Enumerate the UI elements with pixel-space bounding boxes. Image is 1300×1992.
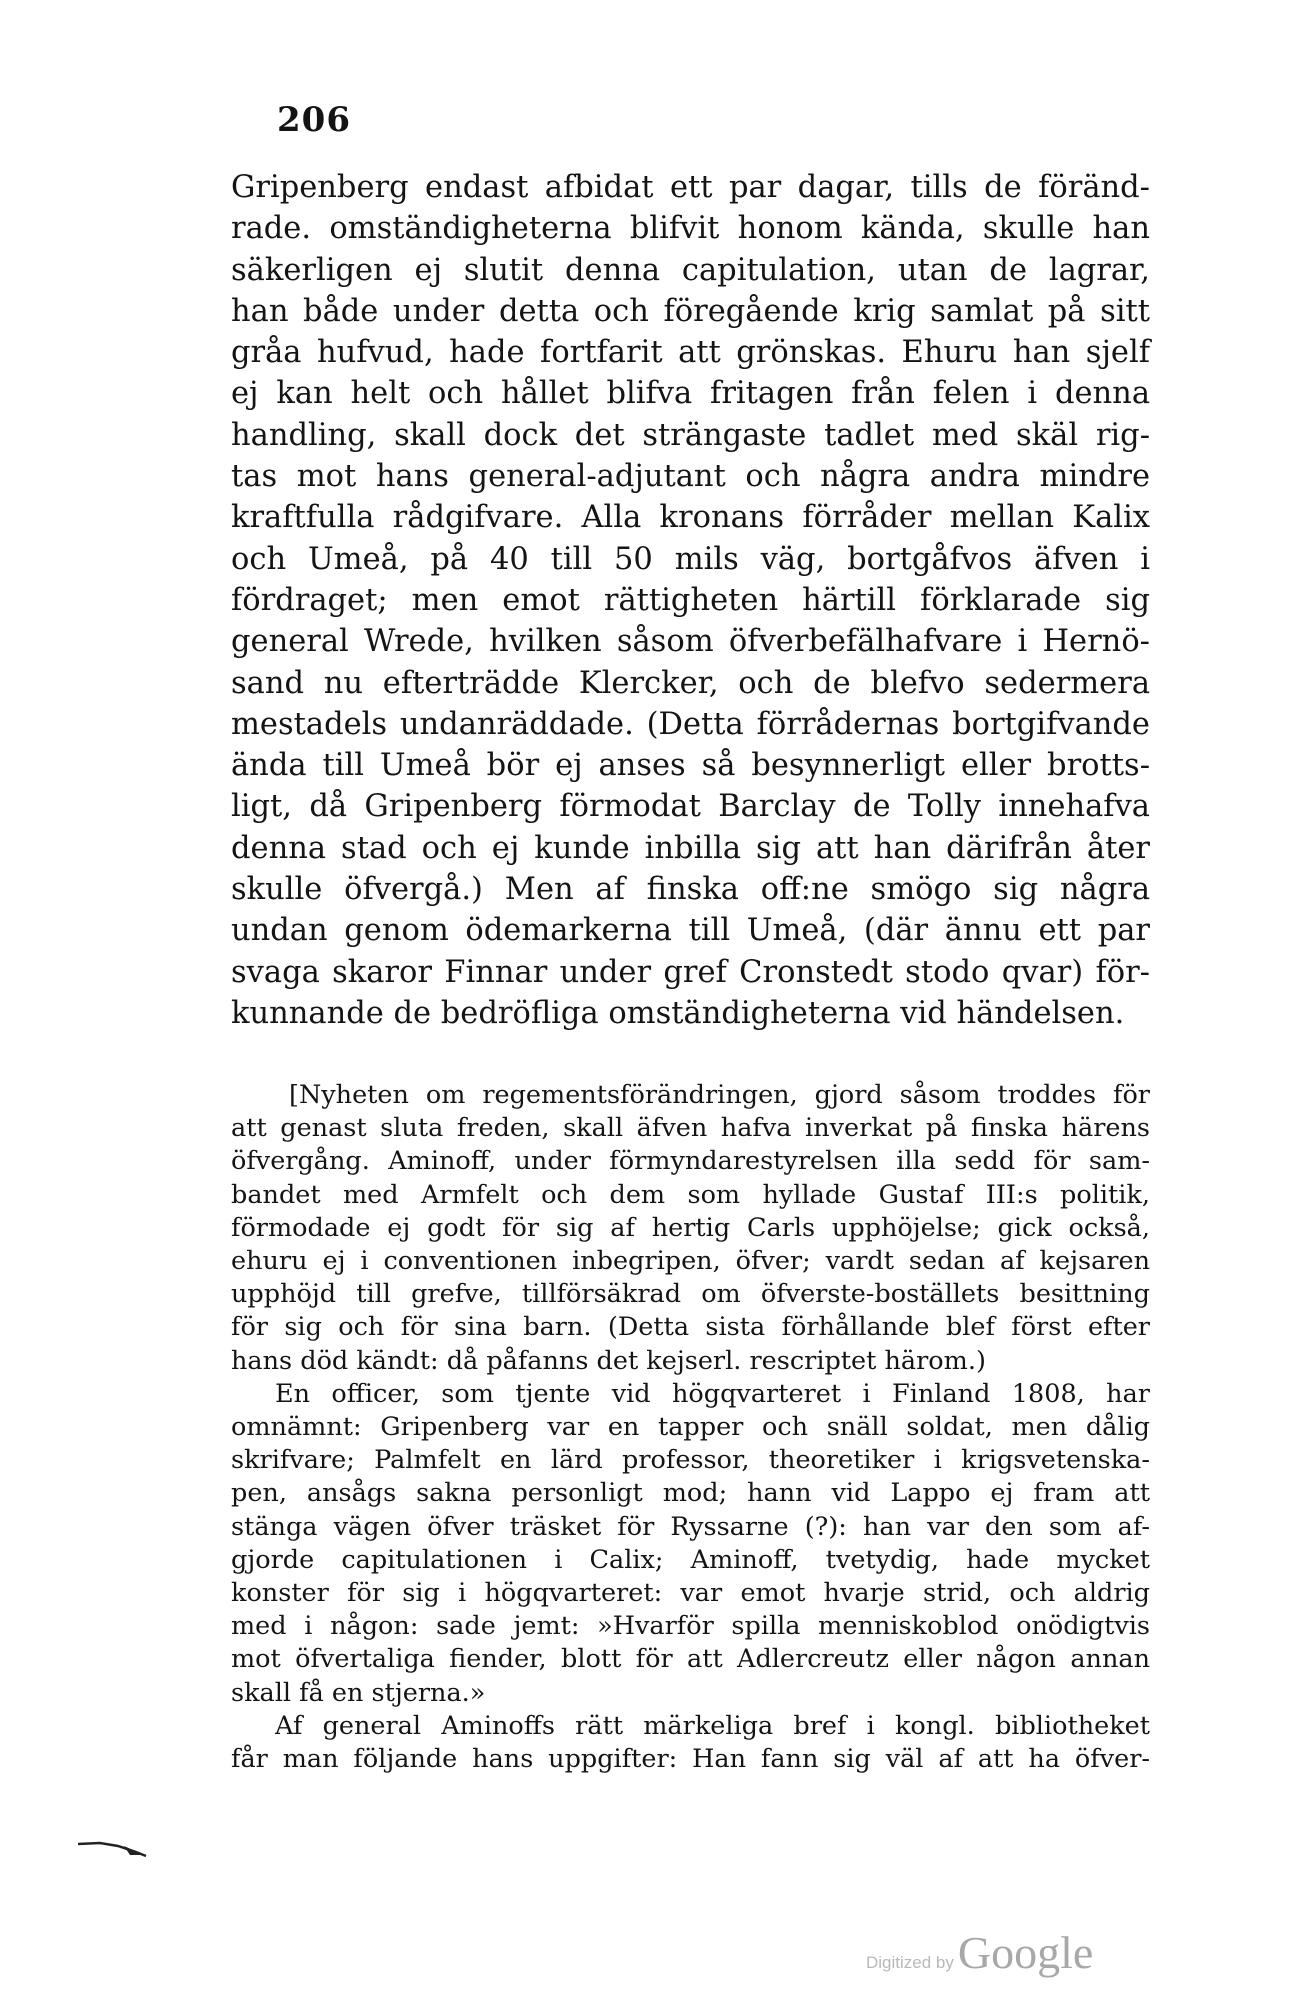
note-line: upphöjd till grefve, tillförsäkrad om öfverste-boställets besittning — [231, 1279, 1150, 1310]
body-line: undan genom ödemarkerna till Umeå, (där ännu ett par — [231, 913, 1150, 949]
note-line: omnämnt: Gripenberg var en tapper och snäll soldat, men dålig — [231, 1412, 1150, 1443]
body-line: säkerligen ej slutit denna capitulation, utan de lagrar, — [231, 252, 1150, 288]
note-line: Af general Aminoffs rätt märkeliga bref i kongl. bibliotheket — [275, 1710, 1150, 1741]
note-line: gjorde capitulationen i Calix; Aminoff, tvetydig, hade mycket — [231, 1544, 1150, 1575]
note-line: med i någon: sade jemt: »Hvarför spilla menniskoblod onödigtvis — [231, 1611, 1150, 1642]
note-line: skall få en stjerna.» — [231, 1677, 486, 1708]
note-line: förmodade ej godt för sig af hertig Carls upphöjelse; gick också, — [231, 1212, 1150, 1243]
body-line: och Umeå, på 40 till 50 mils väg, bortgåfvos äfven i — [231, 541, 1150, 577]
page-number: 206 — [277, 100, 351, 140]
footnote-block — [231, 1079, 1150, 1776]
note-line: hans död kändt: då påfanns det kejserl. rescriptet härom.) — [231, 1345, 986, 1376]
note-line: En officer, som tjente vid högqvarteret i Finland 1808, har — [275, 1378, 1150, 1409]
body-line: handling, skall dock det strängaste tadlet med skäl rig- — [231, 417, 1150, 453]
body-line: general Wrede, hvilken såsom öfverbefälhafvare i Hernö- — [231, 624, 1150, 660]
note-line: konster för sig i högqvarteret: var emot hvarje strid, och aldrig — [231, 1578, 1150, 1609]
note-line: skrifvare; Palmfelt en lärd professor, theoretiker i krigsvetenska- — [231, 1445, 1150, 1476]
note-line: stänga vägen öfver träsket för Ryssarne (?): han var den som af- — [231, 1511, 1150, 1542]
body-line: tas mot hans general-adjutant och några andra mindre — [231, 459, 1150, 495]
body-line: denna stad och ej kunde inbilla sig att han därifrån åter — [231, 830, 1150, 866]
note-line: bandet med Armfelt och dem som hyllade Gustaf III:s politik, — [231, 1179, 1150, 1210]
body-line: Gripenberg endast afbidat ett par dagar, tills de föränd- — [231, 170, 1150, 205]
body-line: mestadels undanräddade. (Detta förrådernas bortgifvande — [231, 706, 1150, 742]
note-line: för sig och för sina barn. (Detta sista förhållande blef först efter — [231, 1312, 1150, 1343]
note-line: öfvergång. Aminoff, under förmyndarestyrelsen illa sedd för sam- — [231, 1146, 1150, 1177]
google-logo: Google — [957, 1927, 1094, 1978]
body-line: han både under detta och föregående krig samlat på sitt — [231, 293, 1150, 329]
body-line: sand nu efterträdde Klercker, och de blefvo sedermera — [231, 665, 1150, 701]
note-line: att genast sluta freden, skall äfven hafva inverkat på finska härens — [231, 1113, 1150, 1144]
body-paragraph — [231, 167, 1150, 1034]
body-line: kunnande de bedröfliga omständigheterna vid händelsen. — [231, 995, 1125, 1031]
body-line: kraftfulla rådgifvare. Alla kronans förråder mellan Kalix — [231, 500, 1150, 536]
note-line: mot öfvertaliga fiender, blott för att Adlercreutz eller någon annan — [231, 1644, 1150, 1675]
watermark-prefix: Digitized by — [866, 1953, 954, 1972]
ink-mark — [78, 1840, 148, 1858]
body-line: ligt, då Gripenberg förmodat Barclay de Tolly innehafva — [231, 789, 1150, 825]
body-line: skulle öfvergå.) Men af finska off:ne smögo sig några — [231, 872, 1150, 908]
body-line: ända till Umeå bör ej anses så besynnerligt eller brotts- — [231, 748, 1150, 784]
body-line: fördraget; men emot rättigheten härtill förklarade sig — [231, 582, 1150, 618]
note-line: ehuru ej i conventionen inbegripen, öfver; vardt sedan af kejsaren — [231, 1246, 1150, 1277]
digitized-watermark — [866, 1926, 1093, 1979]
body-line: gråa hufvud, hade fortfarit att grönskas. Ehuru han sjelf — [231, 335, 1150, 371]
note-line: pen, ansågs sakna personligt mod; hann vid Lappo ej fram att — [231, 1478, 1150, 1509]
body-line: rade. omständigheterna blifvit honom kända, skulle han — [231, 211, 1150, 247]
note-line: får man följande hans uppgifter: Han fann sig väl af att ha öfver- — [231, 1744, 1150, 1775]
body-line: ej kan helt och hållet blifva fritagen från felen i denna — [231, 376, 1150, 412]
body-line: svaga skaror Finnar under gref Cronstedt stodo qvar) för- — [231, 954, 1150, 990]
note-line: [Nyheten om regementsförändringen, gjord såsom troddes för — [289, 1080, 1150, 1110]
